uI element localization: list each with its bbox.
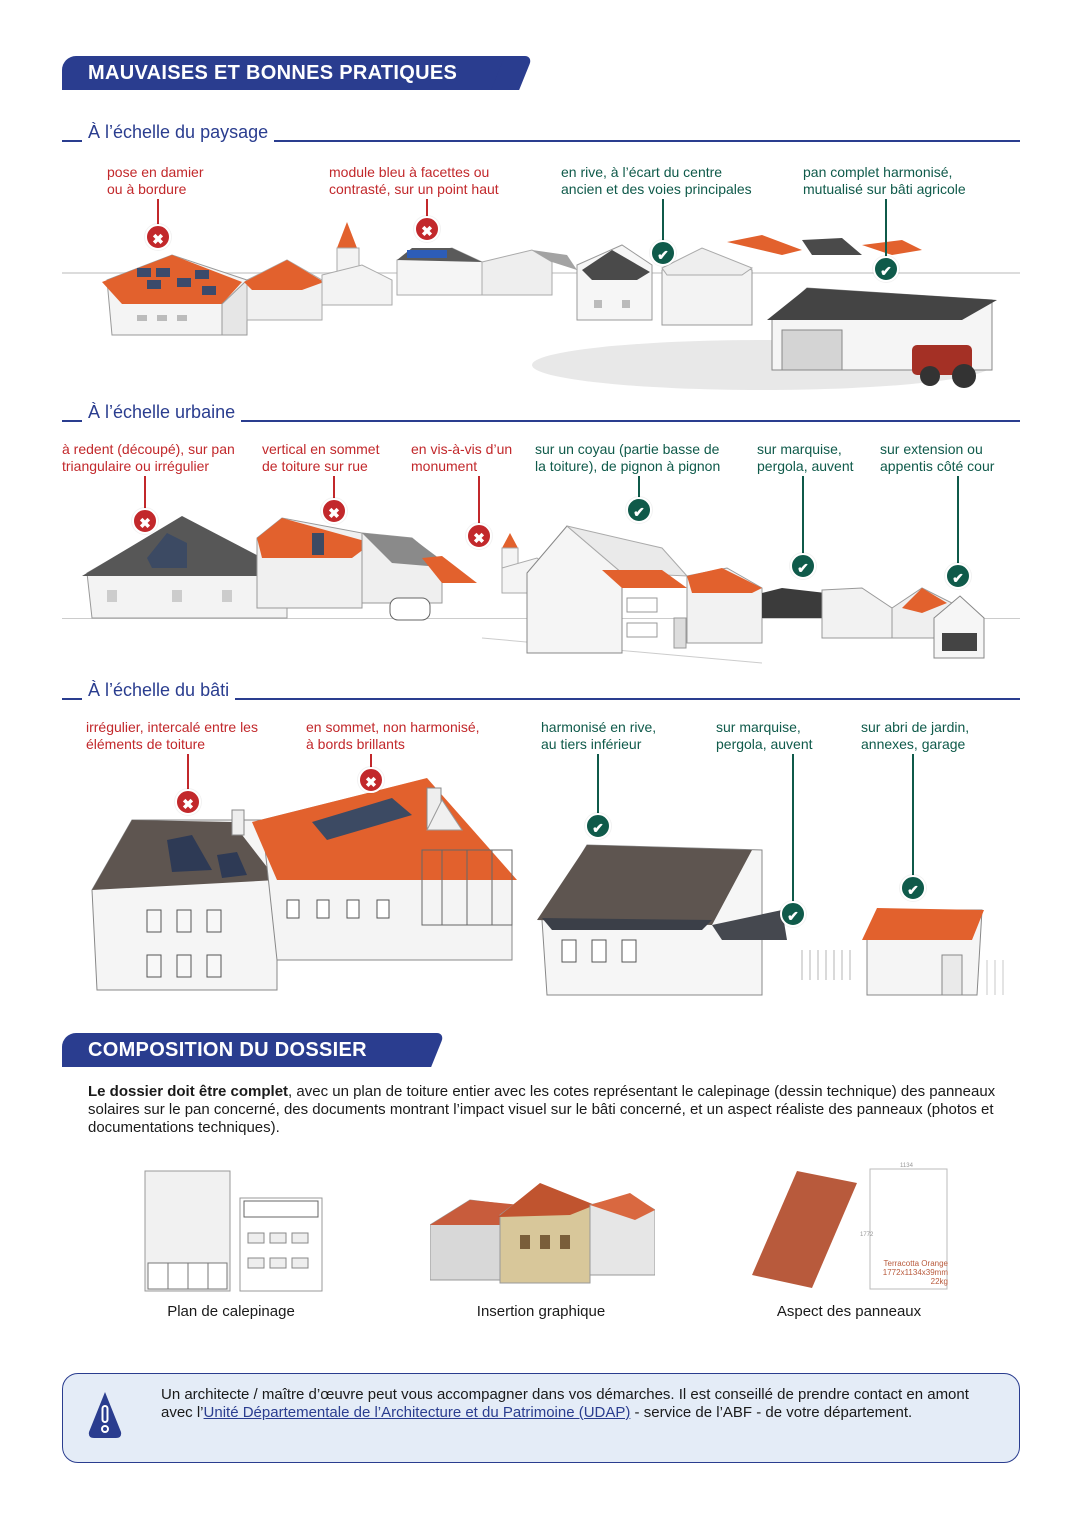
scale-title: À l’échelle du paysage xyxy=(88,122,274,143)
caption-panels: Aspect des panneaux xyxy=(776,1303,922,1320)
label-paysage-4: pan complet harmonisé, mutualisé sur bâti agricole xyxy=(803,164,966,197)
house-coyau xyxy=(527,526,687,653)
check-icon: ✔ xyxy=(626,497,652,523)
label-urbaine-1: à redent (découpé), sur pan triangulaire ou irrégulier xyxy=(62,441,235,474)
landscape-illustration xyxy=(62,200,1020,395)
check-icon: ✔ xyxy=(900,875,926,901)
label-bati-4: sur marquise, pergola, auvent xyxy=(716,719,813,752)
label-paysage-3: en rive, à l’écart du centre ancien et des voies principales xyxy=(561,164,752,197)
info-text: Un architecte / maître d’œuvre peut vous accompagner dans vos démarches. Il est conseillé de prendre contact en amont avec l’Unité Départementale de l’Architecture et du Patrimoine (UDAP) - service de l’ABF - de votre département. xyxy=(161,1386,969,1421)
section-title-dossier: COMPOSITION DU DOSSIER xyxy=(62,1033,424,1067)
urban-illustration xyxy=(62,478,1020,670)
cross-icon: ✖ xyxy=(175,789,201,815)
label-urbaine-3: en vis-à-vis d’un monument xyxy=(411,441,513,474)
scale-heading-paysage xyxy=(62,122,1020,146)
cross-icon: ✖ xyxy=(321,498,347,524)
cross-icon: ✖ xyxy=(132,508,158,534)
graphic-insertion-figure xyxy=(430,1165,655,1287)
caption-insertion: Insertion graphique xyxy=(476,1303,606,1320)
building-illustration xyxy=(62,760,1020,1005)
panel-width-mark: 1134 xyxy=(900,1163,913,1169)
label-paysage-1: pose en damier ou à bordure xyxy=(107,164,204,197)
check-icon: ✔ xyxy=(790,553,816,579)
cross-icon: ✖ xyxy=(145,224,171,250)
garden-shed xyxy=(862,908,984,995)
cross-icon: ✖ xyxy=(358,767,384,793)
info-box xyxy=(62,1373,1020,1463)
label-bati-1: irrégulier, intercalé entre les éléments de toiture xyxy=(86,719,258,752)
warning-icon xyxy=(85,1390,125,1442)
panel-height-mark: 1772 xyxy=(860,1232,874,1238)
scale-heading-urbaine xyxy=(62,402,1020,426)
dossier-intro: Le dossier doit être complet, avec un plan de toiture entier avec les cotes représentant le calepinage (dessin technique) des panneaux solaires sur le pan concerné, des documents montrant l’impact visuel sur le bâti concerné, et un aspect réaliste des panneaux (photos et documentations techniques). xyxy=(88,1083,996,1136)
label-urbaine-4: sur un coyau (partie basse de la toiture), de pignon à pignon xyxy=(535,441,721,474)
check-icon: ✔ xyxy=(873,256,899,282)
caption-calepinage: Plan de calepinage xyxy=(167,1303,295,1320)
scale-title: À l’échelle du bâti xyxy=(88,680,235,701)
cross-icon: ✖ xyxy=(414,216,440,242)
label-bati-2: en sommet, non harmonisé, à bords brillants xyxy=(306,719,480,752)
check-icon: ✔ xyxy=(585,813,611,839)
calepinage-plan-figure xyxy=(140,1163,326,1295)
check-icon: ✔ xyxy=(945,563,971,589)
house-checkerboard xyxy=(102,255,247,335)
section-title-practices: MAUVAISES ET BONNES PRATIQUES xyxy=(62,56,512,90)
label-bati-5: sur abri de jardin, annexes, garage xyxy=(861,719,970,752)
check-icon: ✔ xyxy=(650,240,676,266)
label-urbaine-6: sur extension ou appentis côté cour xyxy=(880,441,995,474)
udap-link[interactable]: Unité Départementale de l’Architecture et du Patrimoine (UDAP) xyxy=(203,1404,631,1421)
label-urbaine-2: vertical en sommet de toiture sur rue xyxy=(262,441,380,474)
label-paysage-2: module bleu à facettes ou contrasté, sur un point haut xyxy=(329,164,499,197)
house-irregular-panels xyxy=(92,810,277,990)
cross-icon: ✖ xyxy=(466,523,492,549)
panel-spec: Terracotta Orange 1772x1134x39mm 22kg xyxy=(882,1259,948,1286)
label-urbaine-5: sur marquise, pergola, auvent xyxy=(757,441,854,474)
house-top-panels xyxy=(252,778,517,960)
scale-heading-bati xyxy=(62,680,1020,704)
check-icon: ✔ xyxy=(780,901,806,927)
scale-title: À l’échelle urbaine xyxy=(88,402,241,423)
label-bati-3: harmonisé en rive, au tiers inférieur xyxy=(541,719,657,752)
house-harmonized xyxy=(537,845,787,995)
